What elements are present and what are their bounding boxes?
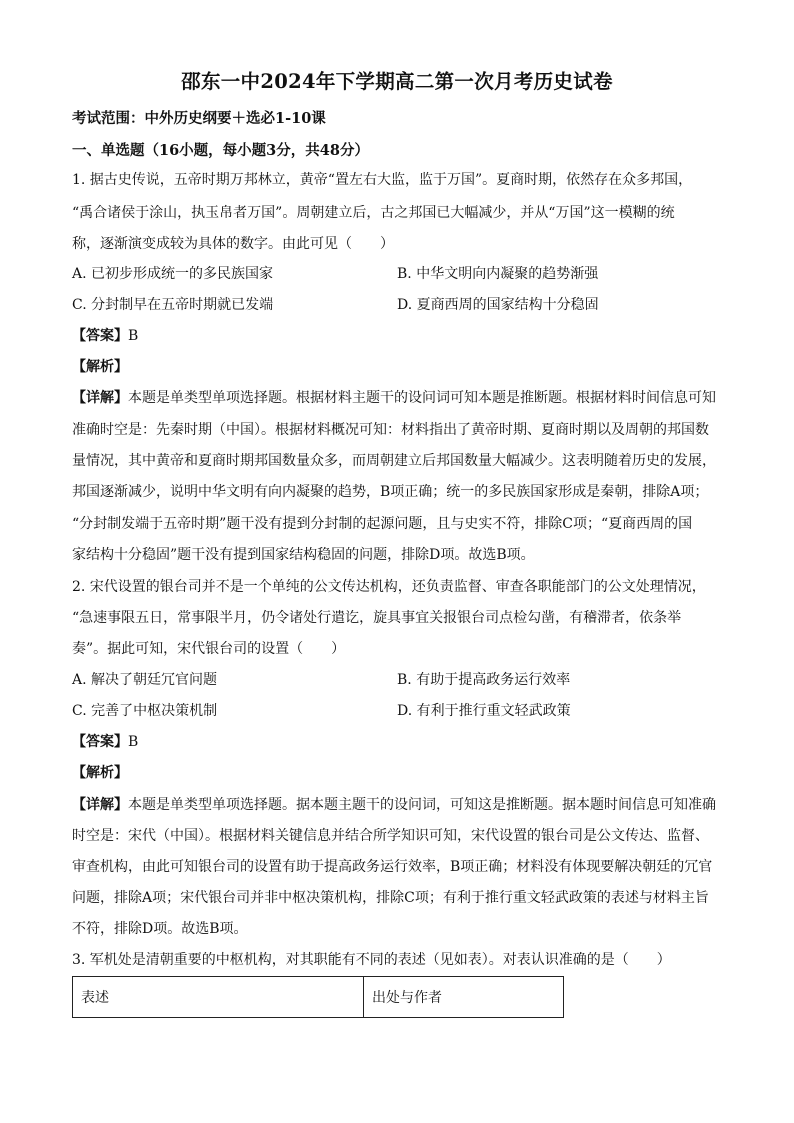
q1-detail-line: 邦国逐渐减少，说明中华文明有向内凝聚的趋势，B项正确；统一的多民族国家形成是秦朝，排除A项； [72,484,709,500]
q1-detail-line: 量情况，其中黄帝和夏商时期邦国数量众多，而周朝建立后邦国数量大幅减少。这表明随着历史的发展， [72,453,716,469]
q3-table [72,976,564,1018]
q2-option-d: D. 有利于推行重文轻武政策 [397,703,571,719]
answer-value: B [128,328,139,344]
q2-detail-line: 审查机构，由此可知银台司的设置有助于提高政务运行效率，B项正确；材料没有体现要解决朝廷的冗官 [72,859,713,875]
answer-tag: 【答案】 [72,328,128,344]
q1-detail-line: 家结构十分稳固”题干没有提到国家结构稳固的问题，排除D项。故选B项。 [72,547,535,563]
q1-detail-line [72,388,722,408]
exam-scope: 考试范围：中外历史纲要＋选必1-10课 [72,110,326,127]
q2-stem-line: “急速事限五日，常事限半月，仍令诸处行遣讫，旋具事宜关报银台司点检勾凿，有稽滞者，依条举 [72,610,682,626]
answer-tag: 【答案】 [72,734,128,750]
q2-option-b: B. 有助于提高政务运行效率 [397,672,571,688]
table-header-cell: 表述 [73,977,364,1018]
q2-answer [72,732,722,752]
analysis-tag: 【解析】 [72,359,128,375]
q1-option-a: A. 已初步形成统一的多民族国家 [72,266,274,282]
q2-detail-line [72,795,722,815]
page-title: 邵东一中2024年下学期高二第一次月考历史试卷 [181,70,613,93]
q1-answer [72,326,722,346]
q2-detail-line: 不符，排除D项。故选B项。 [72,921,248,937]
q3-stem-line: 3. 军机处是清朝重要的中枢机构，对其职能有不同的表述（见如表）。对表认识准确的是（ ） [72,952,671,968]
q1-option-b: B. 中华文明向内凝聚的趋势渐强 [397,266,599,282]
q2-stem-line: 2. 宋代设置的银台司并不是一个单纯的公文传达机构，还负责监督、审查各职能部门的公文处理情况， [72,579,706,595]
analysis-tag: 【解析】 [72,765,128,781]
q1-detail-line: 准确时空是：先秦时期（中国）。根据材料概况可知：材料指出了黄帝时期、夏商时期以及周朝的邦国数 [72,422,709,438]
q2-option-c: C. 完善了中枢决策机制 [72,703,218,719]
q1-stem-line: 1. 据古史传说，五帝时期万邦林立，黄帝“置左右大监，监于万国”。夏商时期，依然存在众多邦国， [72,172,693,188]
q2-option-a: A. 解决了朝廷冗官问题 [72,672,218,688]
q1-option-c: C. 分封制早在五帝时期就已发端 [72,297,274,313]
detail-tag: 【详解】 [72,797,128,813]
q2-stem-line: 奏”。据此可知，宋代银台司的设置（ ） [72,641,346,657]
q1-analysis-tag [72,357,722,377]
answer-value: B [128,734,139,750]
section-heading: 一、单选题（16小题，每小题3分，共48分） [72,142,369,159]
q2-analysis-tag [72,763,722,783]
q1-stem-line: “禹合诸侯于涂山，执玉帛者万国”。周朝建立后，古之邦国已大幅减少，并从“万国”这一模糊的统 [72,205,675,221]
q1-detail-line: “分封制发端于五帝时期”题干没有提到分封制的起源问题，且与史实不符，排除C项；“夏商西周的国 [72,516,693,532]
q2-detail-line: 问题，排除A项；宋代银台司并非中枢决策机构，排除C项；有利于推行重文轻武政策的表述与材料主旨 [72,890,709,906]
detail-text: 本题是单类型单项选择题。据本题主题干的设问词，可知这是推断题。据本题时间信息可知准确 [128,797,716,813]
detail-tag: 【详解】 [72,390,128,406]
q2-detail-line: 时空是：宋代（中国）。根据材料关键信息并结合所学知识可知，宋代设置的银台司是公文传达、监督、 [72,828,709,844]
detail-text: 本题是单类型单项选择题。根据材料主题干的设问词可知本题是推断题。根据材料时间信息可知 [128,390,716,406]
table-header-cell: 出处与作者 [364,977,564,1018]
q1-option-d: D. 夏商西周的国家结构十分稳固 [397,297,599,313]
table-header-row [73,977,564,1018]
q1-stem-line: 称，逐渐演变成较为具体的数字。由此可见（ ） [72,236,394,252]
